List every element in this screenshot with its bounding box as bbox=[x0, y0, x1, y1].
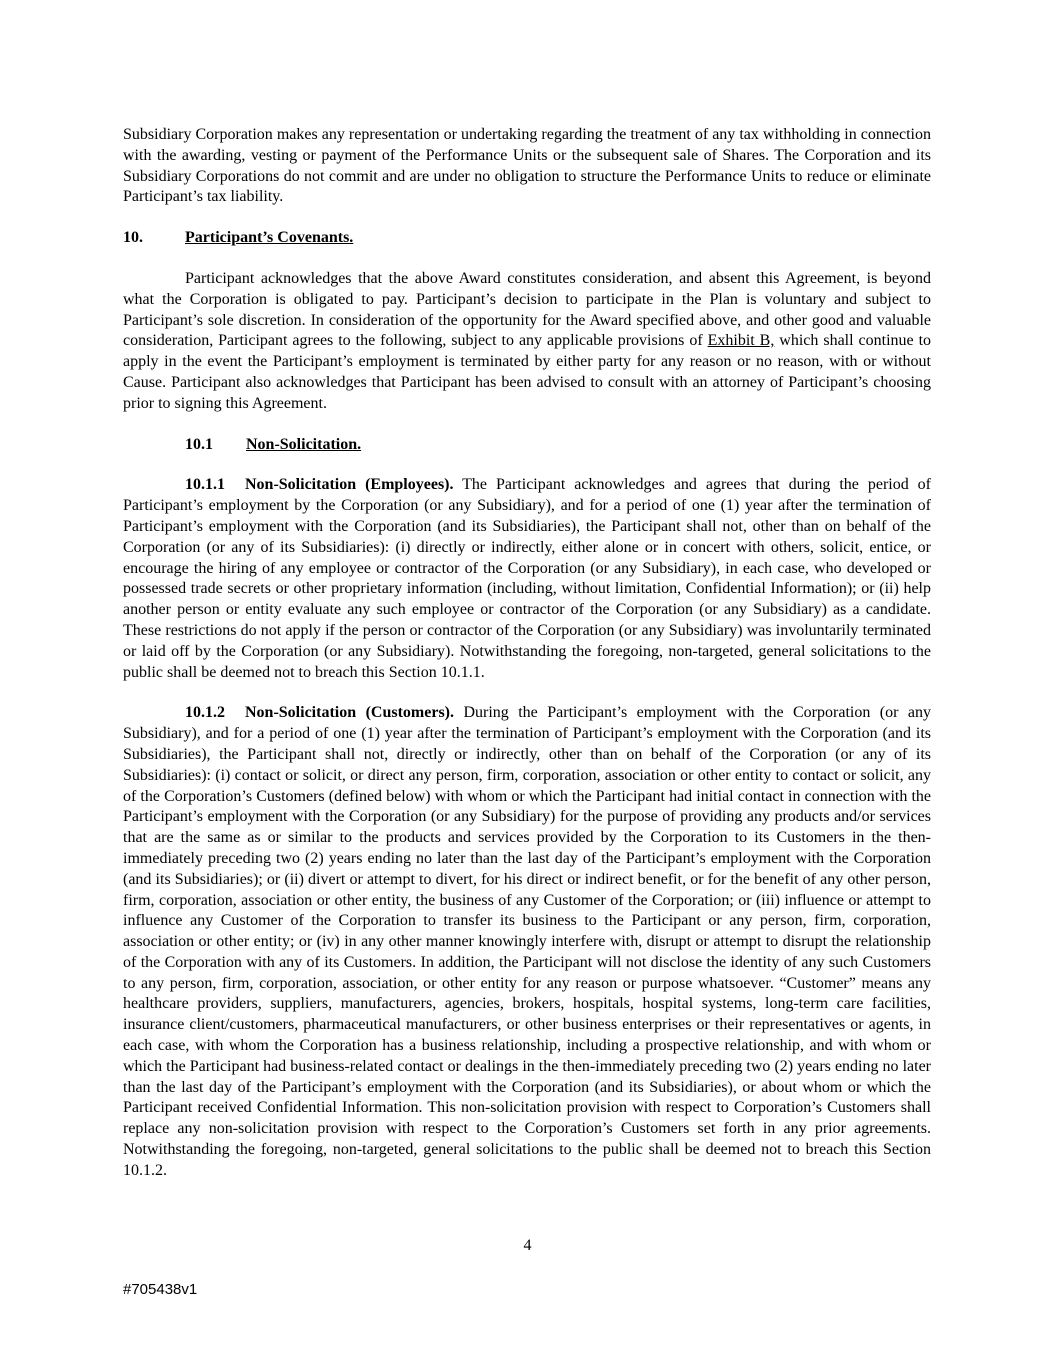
section-10-1-1-run-in-heading: Non-Solicitation (Employees). bbox=[245, 476, 454, 494]
section-10-1-title: Non-Solicitation. bbox=[246, 435, 362, 453]
section-10-1-2-paragraph bbox=[123, 703, 931, 1181]
section-10-1-1-number: 10.1.1 bbox=[185, 476, 225, 494]
section-10-1-1-paragraph bbox=[123, 475, 931, 683]
section-10-number: 10. bbox=[123, 229, 143, 247]
section-10-heading bbox=[123, 228, 931, 249]
section-10-1-heading bbox=[123, 435, 931, 456]
page-number: 4 bbox=[523, 1237, 532, 1254]
section-10-1-2-text: During the Participant’s employment with the Corporation (or any Subsidiary), and for a period of one (1) year after the termination of Participant’s employment with the Corporation (and its Subsidiaries), the Participant shall not, directly or indirectly, other than on behalf of the Corporation (or any of its Subsidiaries): (i) contact or solicit, or direct any person, firm, corporation, association or other entity to contact or solicit, any of the Corporation’s Customers (defined below) with whom or which the Participant had initial contact in connection with the Participant’s employment with the Corporation (or any Subsidiary) for the purpose of providing any products and/or services that are the same as or similar to the products and services provided by the Corporation to its Customers in the then-immediately preceding two (2) years ending no later than the last day of the Participant’s employment with the Corporation (and its Subsidiaries); or (ii) divert or attempt to divert, for his direct or indirect benefit, or for the benefit of any other person, firm, corporation, association or other entity, the business of any Customer of the Corporation; or (iii) influence or attempt to influence any Customer of the Corporation to transfer its business to the Participant or any person, firm, corporation, association or other entity; or (iv) in any other manner knowingly interfere with, disrupt or attempt to disrupt the relationship of the Corporation with any of its Customers. In addition, the Participant will not disclose the identity of any such Customers to any person, firm, corporation, association, or other entity for any reason or purpose whatsoever. “Customer” means any healthcare providers, suppliers, manufacturers, agencies, brokers, hospitals, hospital systems, long-term care facilities, insurance client/customers, pharmaceutical manufacturers, or other business enterprises or their representatives or agents, in each case, with whom the Corporation has a business relationship, including a prospective relationship, and with whom or which the Participant had business-related contact or dealings in the then-immediately preceding two (2) years ending no later than the last day of the Participant’s employment with the Corporation (and its Subsidiaries), or about whom or which the Participant received Confidential Information. This non-solicitation provision with respect to Corporation’s Customers shall replace any non-solicitation provision with respect to the Corporation’s Customers set forth in any prior agreements. Notwithstanding the foregoing, non-targeted, general solicitations to the public shall be deemed not to breach this Section 10.1.2. bbox=[123, 704, 931, 1179]
exhibit-b-reference: Exhibit B, bbox=[707, 332, 775, 350]
document-body bbox=[123, 125, 931, 1182]
section-10-text-after-exhibit: which shall continue to apply in the event the Participant’s employment is terminated by either party for any reason or no reason, with or without Cause. Participant also acknowledges that Participant has been advised to consult with an attorney of Participant’s choosing prior to signing this Agreement. bbox=[123, 332, 932, 412]
section-10-1-number: 10.1 bbox=[185, 435, 213, 453]
section-10-1-2-run-in-heading: Non-Solicitation (Customers). bbox=[245, 704, 454, 722]
section-10-title: Participant’s Covenants. bbox=[185, 229, 354, 247]
section-10-1-1-text: The Participant acknowledges and agrees that during the period of Participant’s employment by the Corporation (or any Subsidiary), and for a period of one (1) year after the termination of Participant’s employment with the Corporation (and its Subsidiaries), the Participant shall not, other than on behalf of the Corporation (or any of its Subsidiaries): (i) directly or indirectly, either alone or in concert with others, solicit, entice, or encourage the hiring of any employee or contractor of the Corporation (or any Subsidiary), in each case, who developed or possessed trade secrets or other proprietary information (including, without limitation, Confidential Information); or (ii) help another person or entity evaluate any such employee or contractor of the Corporation (or any Subsidiary) as a candidate. These restrictions do not apply if the person or contractor of the Corporation (or any Subsidiary) was involuntarily terminated or laid off by the Corporation (or any Subsidiary). Notwithstanding the foregoing, non-targeted, general solicitations to the public shall be deemed not to breach this Section 10.1.1. bbox=[123, 476, 931, 681]
section-10-1-2-number: 10.1.2 bbox=[185, 704, 225, 722]
document-id-footer: #705438v1 bbox=[123, 1281, 198, 1298]
section-10-paragraph bbox=[123, 269, 931, 415]
section-10-text-before-exhibit: Participant acknowledges that the above Award constitutes consideration, and absent this Agreement, is beyond what the Corporation is obligated to pay. Participant’s decision to participate in the Plan is voluntary and subject to Participant’s sole discretion. In consideration of the opportunity for the Award specified above, and other good and valuable consideration, Participant agrees to the following, subject to any applicable provisions of bbox=[123, 269, 931, 350]
intro-paragraph: Subsidiary Corporation makes any representation or undertaking regarding the treatment of any tax withholding in connection with the awarding, vesting or payment of the Performance Units or the subsequent sale of Shares. The Corporation and its Subsidiary Corporations do not commit and are under no obligation to structure the Performance Units to reduce or eliminate Participant’s tax liability. bbox=[123, 126, 931, 206]
